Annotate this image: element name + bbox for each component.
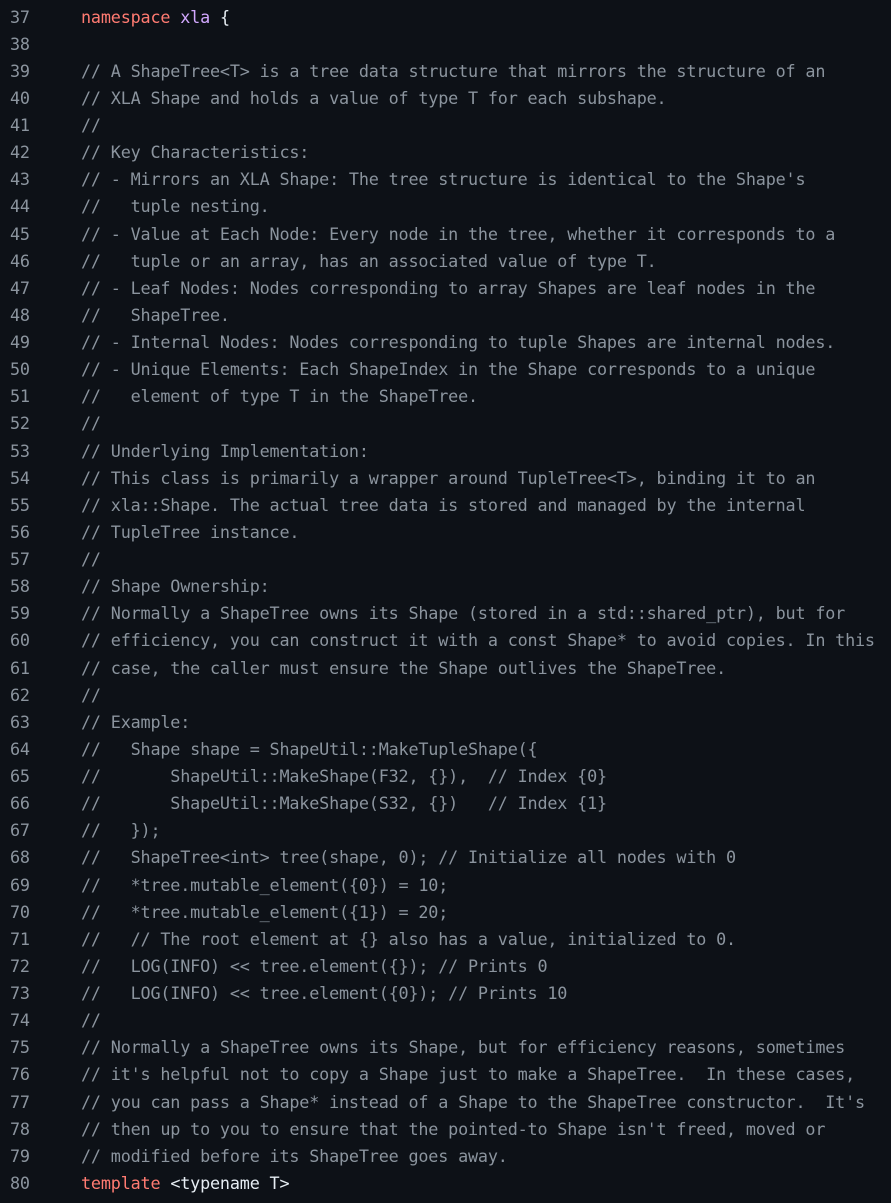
code-line [0, 1142, 891, 1169]
code-text: // modified before its ShapeTree goes away. [81, 1145, 508, 1166]
code-line [0, 627, 891, 654]
code-text [81, 7, 230, 27]
code-text: // Shape shape = ShapeUtil::MakeTupleShape({ [81, 738, 538, 759]
line-number: 74 [10, 1010, 30, 1031]
code-line [0, 57, 891, 84]
code-line [0, 952, 891, 979]
code-text: // Normally a ShapeTree owns its Shape, but for efficiency reasons, sometimes [81, 1037, 846, 1058]
code-line [0, 30, 891, 57]
line-number: 55 [10, 494, 30, 515]
code-text: // you can pass a Shape* instead of a Shape to the ShapeTree constructor. It's [81, 1091, 865, 1112]
line-number: 79 [10, 1145, 30, 1166]
code-text: // Shape Ownership: [81, 576, 270, 597]
code-text: // it's helpful not to copy a Shape just to make a ShapeTree. In these cases, [81, 1064, 856, 1085]
code-line [0, 464, 891, 491]
line-number: 69 [10, 874, 30, 895]
code-line [0, 247, 891, 274]
code-text: // Key Characteristics: [81, 142, 310, 163]
code-line [0, 518, 891, 545]
code-text: // Example: [81, 711, 191, 732]
line-number: 38 [10, 33, 30, 54]
code-text: // TupleTree instance. [81, 521, 300, 542]
line-number: 53 [10, 440, 30, 461]
code-text: // LOG(INFO) << tree.element({0}); // Prints 10 [81, 983, 568, 1004]
code-text [81, 1173, 289, 1193]
code-text: // ShapeUtil::MakeShape(F32, {}), // Index {0} [81, 766, 607, 787]
code-line [0, 329, 891, 356]
line-number: 39 [10, 60, 30, 81]
code-text: // - Value at Each Node: Every node in the tree, whether it corresponds to a [81, 223, 836, 244]
code-line [0, 844, 891, 871]
line-number: 62 [10, 684, 30, 705]
code-text: // Underlying Implementation: [81, 440, 369, 461]
code-text: // - Leaf Nodes: Nodes corresponding to array Shapes are leaf nodes in the [81, 277, 816, 298]
code-text: // efficiency, you can construct it with a const Shape* to avoid copies. In this [81, 630, 875, 651]
code-line [0, 3, 891, 30]
code-text: // tuple or an array, has an associated value of type T. [81, 250, 657, 271]
code-text: // // The root element at {} also has a value, initialized to 0. [81, 928, 736, 949]
line-number: 77 [10, 1091, 30, 1112]
code-text: // - Internal Nodes: Nodes corresponding to tuple Shapes are internal nodes. [81, 332, 836, 353]
code-text: // ShapeTree. [81, 304, 230, 325]
code-line [0, 980, 891, 1007]
code-text: // A ShapeTree<T> is a tree data structure that mirrors the structure of an [81, 60, 826, 81]
line-number: 41 [10, 115, 30, 136]
line-number: 59 [10, 603, 30, 624]
line-number: 48 [10, 304, 30, 325]
code-line [0, 681, 891, 708]
line-number: 44 [10, 196, 30, 217]
code-line [0, 600, 891, 627]
code-text: // then up to you to ensure that the pointed-to Shape isn't freed, moved or [81, 1118, 826, 1139]
line-number: 70 [10, 901, 30, 922]
line-number: 65 [10, 766, 30, 787]
line-number: 43 [10, 169, 30, 190]
code-line [0, 735, 891, 762]
code-text: // [81, 413, 101, 434]
code-text: // case, the caller must ensure the Shape outlives the ShapeTree. [81, 657, 727, 678]
code-text: // [81, 1010, 101, 1031]
code-line [0, 301, 891, 328]
code-line [0, 546, 891, 573]
line-number: 61 [10, 657, 30, 678]
line-number: 78 [10, 1118, 30, 1139]
code-text: // ShapeUtil::MakeShape(S32, {}) // Index {1} [81, 793, 607, 814]
code-token: namespace [81, 6, 171, 27]
line-number: 46 [10, 250, 30, 271]
code-line [0, 410, 891, 437]
code-line [0, 139, 891, 166]
code-line [0, 84, 891, 111]
line-number: 64 [10, 738, 30, 759]
code-line [0, 491, 891, 518]
line-number: 75 [10, 1037, 30, 1058]
code-line [0, 790, 891, 817]
code-line [0, 925, 891, 952]
code-text: // *tree.mutable_element({0}) = 10; [81, 874, 449, 895]
code-line [0, 1088, 891, 1115]
line-number: 63 [10, 711, 30, 732]
code-token: xla [180, 6, 211, 27]
code-text: // }); [81, 820, 161, 841]
code-text: // [81, 684, 101, 705]
code-line [0, 1061, 891, 1088]
code-token: <typename T> [160, 1172, 290, 1193]
code-text: // *tree.mutable_element({1}) = 20; [81, 901, 449, 922]
code-text: // tuple nesting. [81, 196, 270, 217]
line-number: 51 [10, 386, 30, 407]
code-token: template [81, 1172, 161, 1193]
code-text: // [81, 549, 101, 570]
line-number: 80 [10, 1172, 30, 1193]
line-number: 71 [10, 928, 30, 949]
code-line [0, 763, 891, 790]
code-line [0, 708, 891, 735]
code-line [0, 1034, 891, 1061]
line-number: 72 [10, 955, 30, 976]
line-number: 45 [10, 223, 30, 244]
code-line [0, 274, 891, 301]
code-line [0, 193, 891, 220]
code-line [0, 1007, 891, 1034]
code-line [0, 166, 891, 193]
line-number: 52 [10, 413, 30, 434]
line-number: 50 [10, 359, 30, 380]
line-number: 54 [10, 467, 30, 488]
code-text: // - Mirrors an XLA Shape: The tree structure is identical to the Shape's [81, 169, 806, 190]
code-text: // xla::Shape. The actual tree data is stored and managed by the internal [81, 494, 806, 515]
line-number: 56 [10, 521, 30, 542]
line-number: 66 [10, 793, 30, 814]
code-token: { [210, 6, 230, 27]
code-line [0, 112, 891, 139]
code-line [0, 1115, 891, 1142]
line-number: 73 [10, 983, 30, 1004]
line-number: 60 [10, 630, 30, 651]
code-line [0, 383, 891, 410]
code-text: // XLA Shape and holds a value of type T for each subshape. [81, 87, 667, 108]
line-number: 47 [10, 277, 30, 298]
line-number: 37 [10, 6, 30, 27]
line-number: 42 [10, 142, 30, 163]
line-number: 67 [10, 820, 30, 841]
code-text: // [81, 115, 101, 136]
line-number: 68 [10, 847, 30, 868]
code-editor [0, 3, 891, 1203]
line-number: 49 [10, 332, 30, 353]
code-line [0, 220, 891, 247]
line-number: 76 [10, 1064, 30, 1085]
code-text: // This class is primarily a wrapper around TupleTree<T>, binding it to an [81, 467, 816, 488]
code-line [0, 654, 891, 681]
code-line [0, 573, 891, 600]
code-line [0, 898, 891, 925]
code-text: // element of type T in the ShapeTree. [81, 386, 478, 407]
line-number: 57 [10, 549, 30, 570]
code-text: // ShapeTree<int> tree(shape, 0); // Initialize all nodes with 0 [81, 847, 736, 868]
code-text: // LOG(INFO) << tree.element({}); // Prints 0 [81, 955, 548, 976]
code-line [0, 356, 891, 383]
code-line [0, 437, 891, 464]
code-text: // - Unique Elements: Each ShapeIndex in the Shape corresponds to a unique [81, 359, 816, 380]
code-line [0, 871, 891, 898]
code-line [0, 1169, 891, 1196]
line-number: 58 [10, 576, 30, 597]
code-text: // Normally a ShapeTree owns its Shape (stored in a std::shared_ptr), but for [81, 603, 846, 624]
line-number: 40 [10, 87, 30, 108]
code-line [0, 817, 891, 844]
code-token [170, 7, 180, 27]
